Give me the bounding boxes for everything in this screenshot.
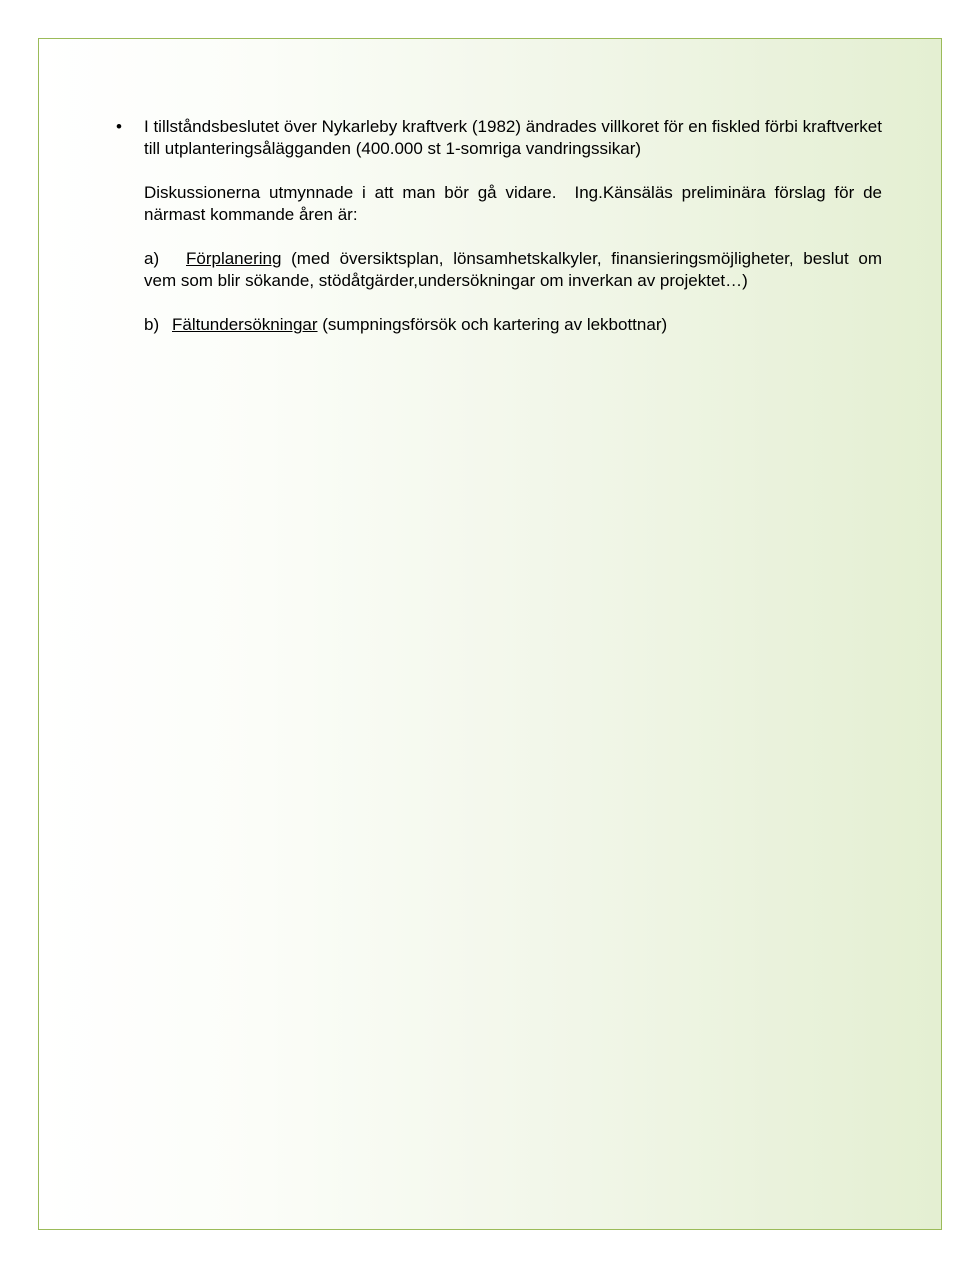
- item-a-text: (med översiktsplan, lönsamhetskalkyler, finansieringsmöjligheter, beslut om vem som blir sökande, stödåtgärder,undersökningar om inverkan av projektet…): [144, 249, 882, 290]
- item-b-title: Fältundersökningar: [172, 315, 318, 334]
- item-a-title: Förplanering: [186, 249, 282, 268]
- item-b-paragraph: [144, 314, 882, 336]
- item-b-marker: b): [144, 315, 160, 334]
- discussion-text-part1: Diskussionerna utmynnade i att man bör gå vidare.: [144, 183, 557, 202]
- discussion-paragraph: [144, 182, 882, 226]
- document-body: [116, 116, 882, 336]
- bullet-list-item: [28, 116, 882, 160]
- item-a-paragraph: [144, 248, 882, 292]
- bullet-icon: •: [116, 117, 122, 136]
- bullet-text: I tillståndsbeslutet över Nykarleby kraftverk (1982) ändrades villkoret för en fiskled förbi kraftverket till utplanteringsålägganden (400.000 st 1-somriga vandringssikar): [144, 117, 882, 158]
- item-b-text: (sumpningsförsök och kartering av lekbottnar): [317, 315, 668, 334]
- discussion-text-part2: Ing.Känsäläs preliminära förslag för de närmast kommande åren är:: [144, 183, 882, 224]
- item-a-marker: a): [144, 249, 160, 268]
